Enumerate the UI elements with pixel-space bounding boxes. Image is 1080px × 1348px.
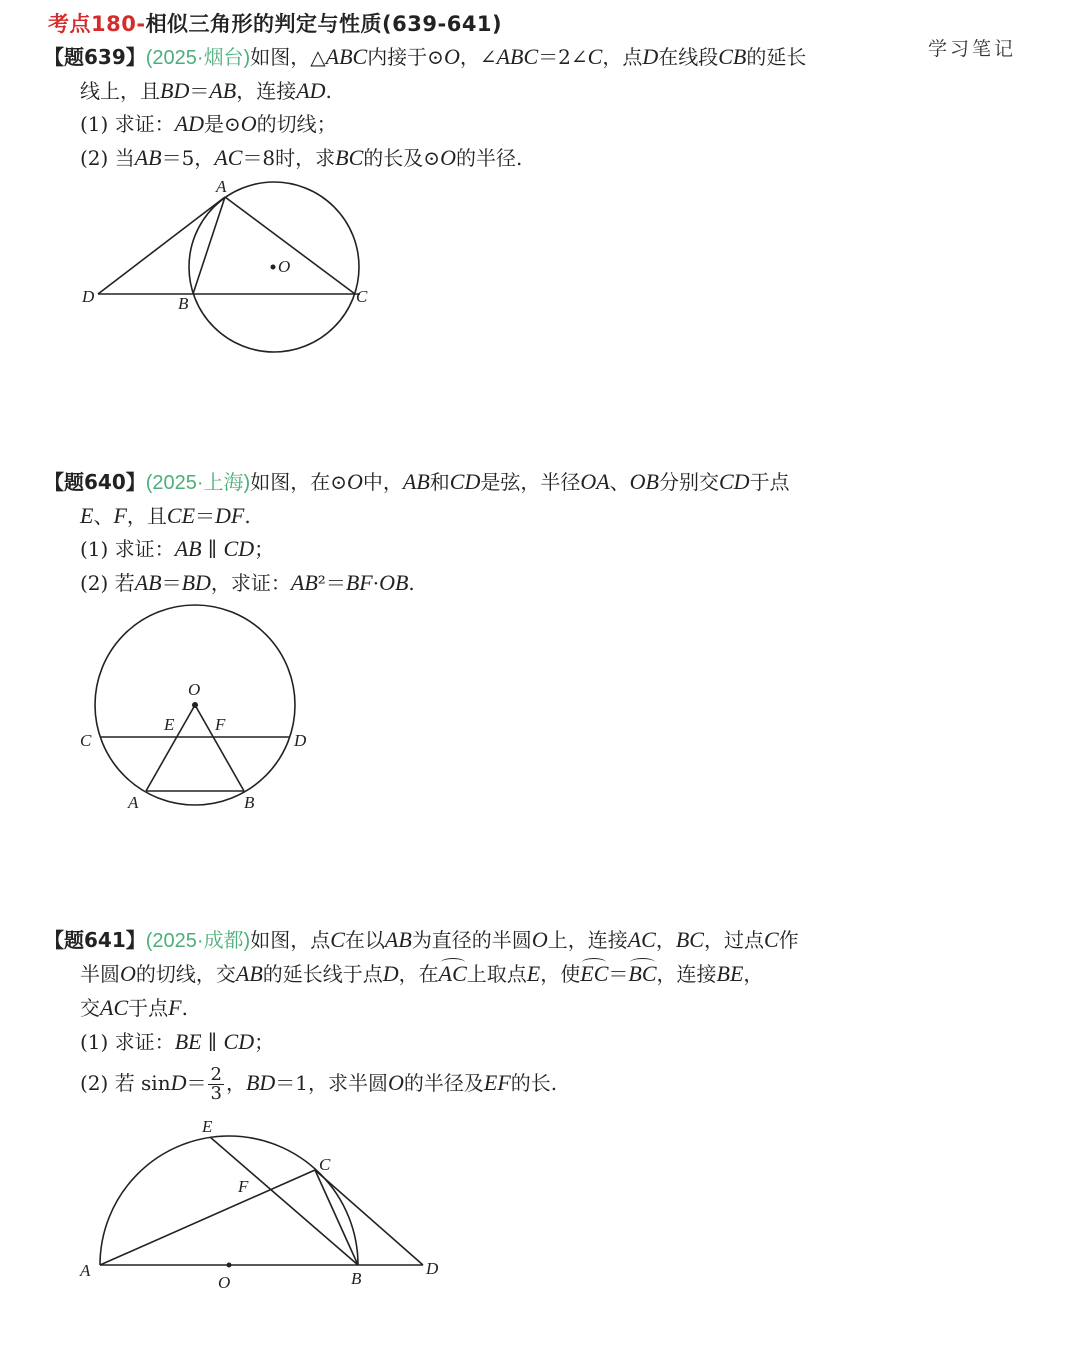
problem-639-line-2: 线上，且BD＝AB，连接AD.: [80, 78, 332, 103]
problem-id: 【题640】: [44, 470, 146, 494]
label-b: B: [178, 294, 189, 313]
line-eb: [210, 1137, 358, 1265]
center-point-o: [227, 1263, 232, 1268]
label-d: D: [294, 731, 307, 750]
problem-640-part-1: (1) 求证：AB ∥ CD；: [80, 536, 275, 561]
problem-639-part-2: (2) 当AB＝5，AC＝8时，求BC的长及⊙O的半径.: [80, 145, 523, 170]
figure-640: [70, 600, 330, 820]
label-f: F: [238, 1177, 249, 1196]
label-o: O: [218, 1273, 231, 1292]
problem-641-line-2: 半圆O的切线，交AB的延长线于点D，在AC上取点E，使EC＝BC，连接BE，: [80, 961, 764, 986]
label-a: A: [216, 177, 227, 196]
label-d: D: [426, 1259, 439, 1278]
problem-id: 【题639】: [44, 45, 146, 69]
study-notes-label: 学习笔记: [928, 38, 1017, 60]
topic-prefix: 考点180-: [48, 12, 146, 36]
label-e: E: [164, 715, 175, 734]
label-o: O: [278, 257, 291, 276]
center-point-o: [192, 702, 198, 708]
fraction: $\frac{2}{3}$: [210, 1064, 222, 1104]
label-b: B: [351, 1269, 362, 1288]
label-a: A: [80, 1261, 91, 1280]
problem-source: (2025·上海): [145, 472, 251, 494]
problem-640-line-2: E、F，且CE＝DF.: [80, 503, 251, 528]
problem-639-part-1: (1) 求证：AD是⊙O的切线；: [80, 111, 337, 136]
problem-640-line-1: 【题640】(2025·上海)如图，在⊙O中，AB和CD是弦，半径OA、OB分别交CD于点: [44, 469, 790, 494]
label-c: C: [356, 287, 368, 306]
problem-641-part-2: (2) 若 sinD＝ $\frac{2}{3}$ ，BD＝1，求半圆O的半径及EF的长.: [80, 1064, 558, 1104]
line-da: [98, 197, 225, 294]
figure-639: [60, 170, 380, 360]
problem-640-part-2: (2) 若AB＝BD，求证：AB²＝BF·OB.: [80, 570, 415, 595]
label-e: E: [202, 1117, 213, 1136]
center-point-o: [271, 265, 276, 270]
label-c: C: [319, 1155, 331, 1174]
label-b: B: [244, 793, 255, 812]
label-d: D: [82, 287, 95, 306]
topic-title: 相似三角形的判定与性质(639-641): [145, 12, 503, 36]
label-c: C: [80, 731, 92, 750]
problem-641-part-1: (1) 求证：BE ∥ CD；: [80, 1029, 275, 1054]
line-ac: [100, 1170, 315, 1265]
problem-639-line-1: 【题639】(2025·烟台)如图，△ABC内接于⊙O，∠ABC＝2∠C，点D在线段CB的延长: [44, 44, 807, 69]
figure-641: [70, 1110, 470, 1300]
tangent-cd: [315, 1170, 423, 1265]
line-cb: [315, 1170, 358, 1265]
line-ac: [225, 197, 355, 294]
label-o: O: [188, 680, 201, 699]
problem-641-line-1: 【题641】(2025·成都)如图，点C在以AB为直径的半圆O上，连接AC，BC，过点C作: [44, 927, 799, 952]
label-a: A: [128, 793, 139, 812]
problem-source: (2025·成都): [145, 930, 251, 952]
problem-source: (2025·烟台): [145, 47, 251, 69]
problem-id: 【题641】: [44, 928, 146, 952]
topic-header: [48, 8, 502, 38]
label-f: F: [215, 715, 226, 734]
problem-641-line-3: 交AC于点F.: [80, 995, 188, 1020]
